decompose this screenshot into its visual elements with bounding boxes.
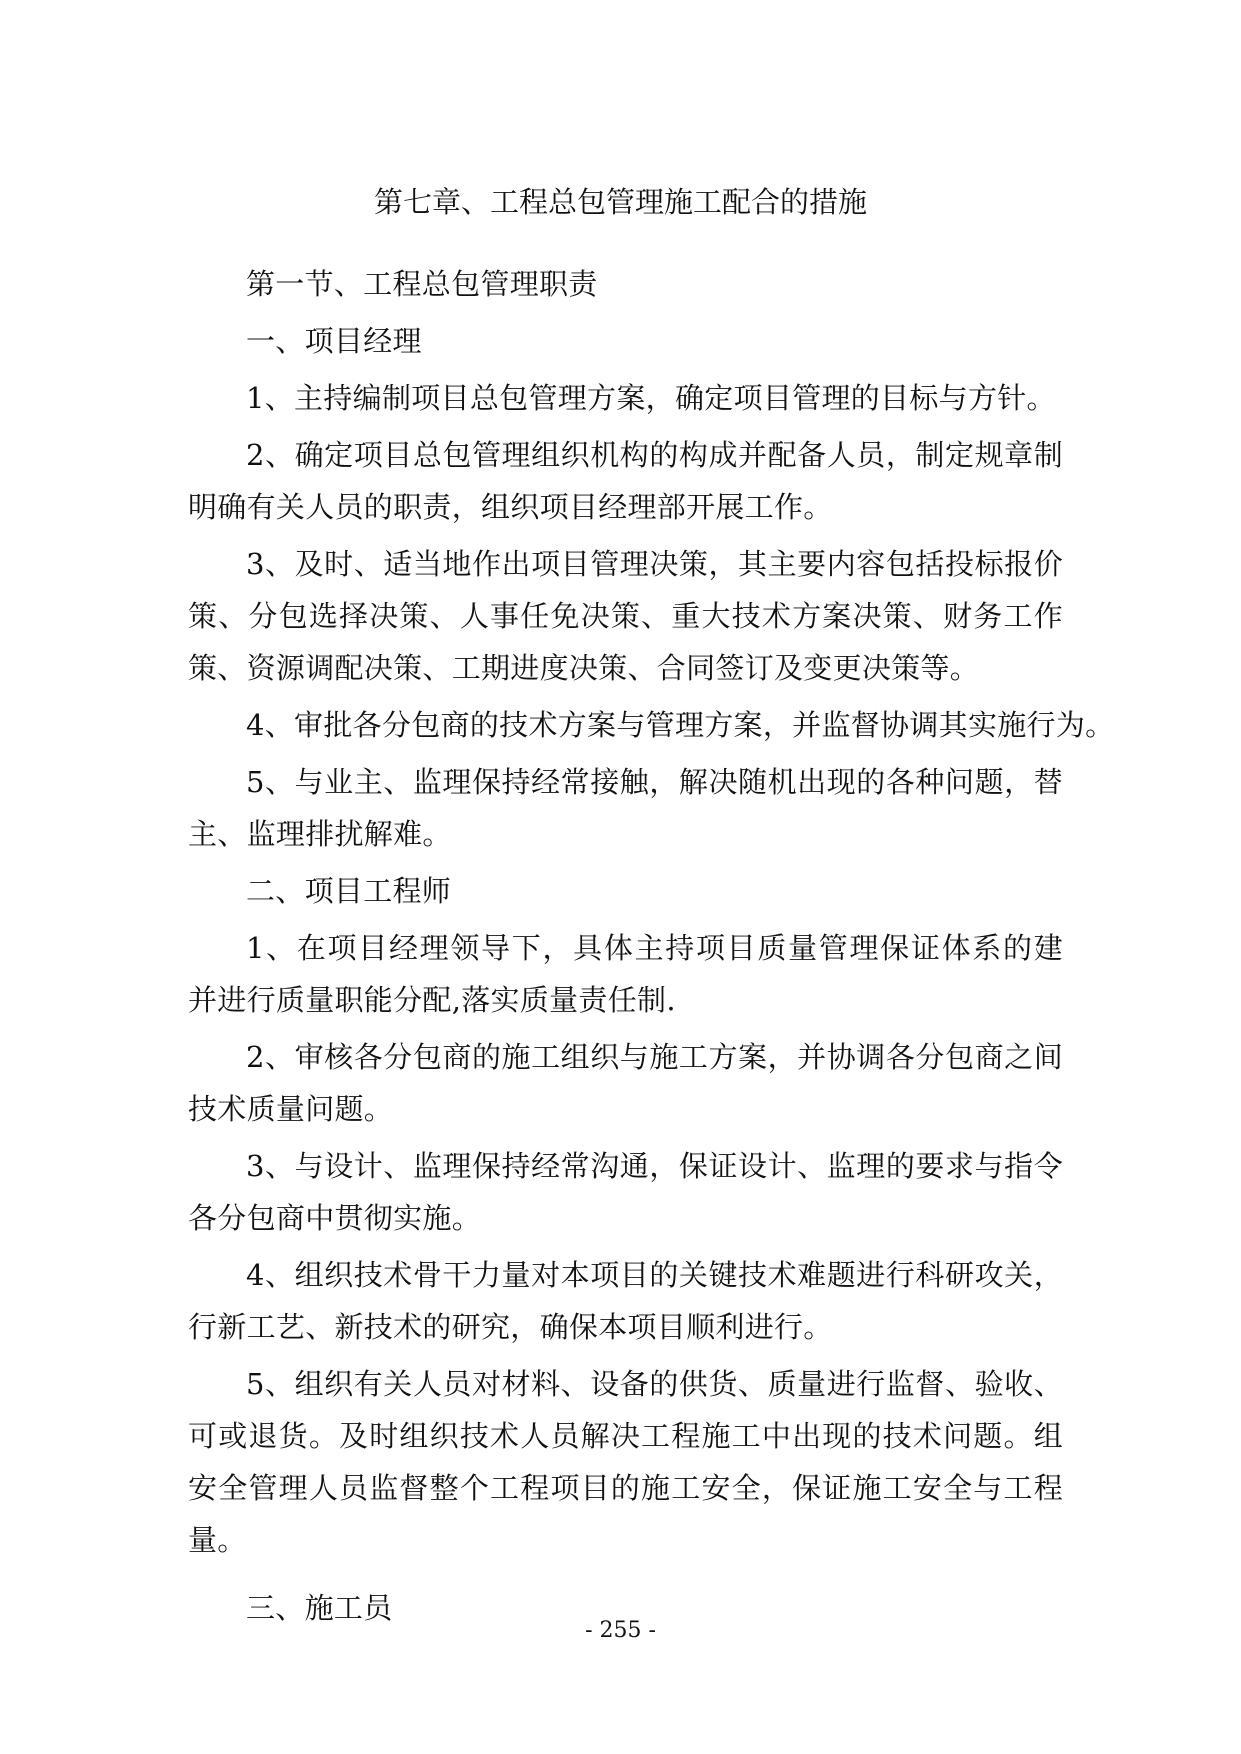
paragraph-line: 策、资源调配决策、工期进度决策、合同签订及变更决策等。 bbox=[188, 651, 980, 685]
paragraph-line: 2、确定项目总包管理组织机构的构成并配备人员，制定规章制 bbox=[246, 438, 1063, 472]
chapter-title: 第七章、工程总包管理施工配合的措施 bbox=[373, 185, 867, 219]
paragraph-line: 1、在项目经理领导下，具体主持项目质量管理保证体系的建 bbox=[246, 931, 1063, 965]
paragraph-line: 各分包商中贯彻实施。 bbox=[188, 1201, 482, 1235]
subsection-heading: 二、项目工程师 bbox=[246, 874, 452, 908]
document-body bbox=[188, 258, 1115, 1634]
page-number: - 255 - bbox=[585, 1618, 656, 1643]
paragraph-line: 4、组织技术骨干力量对本项目的关键技术难题进行科研攻关， bbox=[246, 1258, 1063, 1292]
paragraph-line: 并进行质量职能分配,落实质量责任制. bbox=[188, 983, 676, 1017]
paragraph-line: 量。 bbox=[188, 1523, 247, 1557]
paragraph-line: 安全管理人员监督整个工程项目的施工安全，保证施工安全与工程 bbox=[188, 1471, 1063, 1505]
paragraph-line: 可或退货。及时组织技术人员解决工程施工中出现的技术问题。组 bbox=[188, 1419, 1063, 1453]
paragraph-line: 3、与设计、监理保持经常沟通，保证设计、监理的要求与指令 bbox=[246, 1149, 1063, 1183]
paragraph-line: 1、主持编制项目总包管理方案，确定项目管理的目标与方针。 bbox=[246, 381, 1056, 415]
paragraph-line: 技术质量问题。 bbox=[188, 1092, 394, 1126]
paragraph-line: 5、与业主、监理保持经常接触，解决随机出现的各种问题，替 bbox=[246, 765, 1063, 799]
paragraph-line: 2、审核各分包商的施工组织与施工方案，并协调各分包商之间 bbox=[246, 1040, 1063, 1074]
paragraph-line: 3、及时、适当地作出项目管理决策，其主要内容包括投标报价 bbox=[246, 547, 1063, 581]
paragraph-line: 主、监理排扰解难。 bbox=[188, 817, 452, 851]
subsection-heading: 三、施工员 bbox=[246, 1591, 393, 1625]
subsection-heading: 一、项目经理 bbox=[246, 324, 422, 358]
paragraph-line: 策、分包选择决策、人事任免决策、重大技术方案决策、财务工作 bbox=[188, 599, 1063, 633]
section-heading: 第一节、工程总包管理职责 bbox=[246, 267, 598, 301]
paragraph-line: 明确有关人员的职责，组织项目经理部开展工作。 bbox=[188, 490, 833, 524]
paragraph-line: 4、审批各分包商的技术方案与管理方案，并监督协调其实施行为。 bbox=[246, 708, 1115, 742]
paragraph-line: 行新工艺、新技术的研究，确保本项目顺利进行。 bbox=[188, 1310, 833, 1344]
paragraph-line: 5、组织有关人员对材料、设备的供货、质量进行监督、验收、 bbox=[246, 1367, 1063, 1401]
